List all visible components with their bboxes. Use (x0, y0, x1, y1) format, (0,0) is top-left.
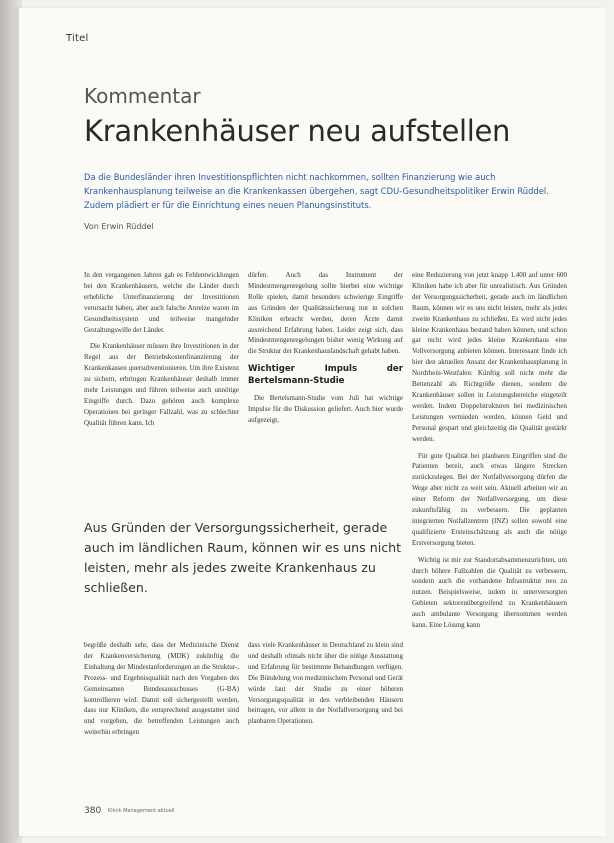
body-column-2 (248, 270, 403, 432)
article-byline: Von Erwin Rüddel (84, 222, 154, 231)
paragraph: In den vergangenen Jahren gab es Fehlentwicklungen bei den Krankenhäusern, welche die Länder durch erhebliche Unterfinanzierung der Investitionen verursacht haben, aber auch falsche Anreize waren im Gesundheitssystem und teilweise mangelnder Gestaltungswille der Länder. (84, 271, 239, 334)
paragraph: begrüße deshalb sehr, dass der Medizinische Dienst der Krankenversicherung (MDK) zukünftig die Einhaltung der Mindestanforderungen an die Struktur-, Prozess- und Ergebnisqualität nach den Vorgaben des Gemeinsamen Bundesausschusses (G-BA) kontrollieren wird. Damit soll sichergestellt werden, dass nur Kliniken, die entsprechend ausgestattet sind und vorgehen, die betreffenden Leistungen auch weiterhin erbringen (84, 641, 239, 737)
paragraph: Die Bertelsmann-Studie vom Juli hat wichtige Impulse für die Diskussion geliefert. Auch hier wurde aufgezeigt, (248, 394, 403, 425)
section-label: Titel (66, 33, 89, 44)
body-column-1 (84, 270, 239, 435)
page-number: 380 (84, 806, 102, 816)
body-column-1-lower (84, 640, 239, 744)
subheading: Wichtiger Impuls der Bertelsmann-Studie (248, 364, 403, 387)
article-kicker: Kommentar (84, 84, 201, 108)
paragraph: Für gute Qualität bei planbaren Eingriffen sind die Patienten bereit, auch etwas längere Strecken zurückzulegen. Bei der Notfallversorgung dürfen die Wege aber nicht zu weit sein. Aktuell arbeiten wir an einer Reform der Notfallversorgung, um diese zukunftsfähig zu verbessern. Die geplanten integrierten Notfallzentren (INZ) sollen sowohl eine qualifizierte Ersteinschätzung als auch die nötige Erstversorgung bieten. (412, 451, 567, 547)
publication-name: Klinik Management aktuell (108, 808, 175, 814)
paragraph: dass viele Krankenhäuser in Deutschland zu klein sind und deshalb oftmals nicht über die nötige Ausstattung und Erfahrung für bestimmte Behandlungen verfügen. Die Bündelung von medizinischem Personal und Gerät würde laut der Studie zu einer höheren Versorgungsqualität in den verbleibenden Häusern beitragen, vor allem in der Notfallversorgung und bei planbaren Operationen. (248, 641, 403, 726)
paragraph: Wichtig ist mir zur Standortabsammenzurichten, um durch höhere Fallzahlen die Qualität zu verbessern, sondern auch die vorhandene Infrastruktur neu zu nutzen. Beispielsweise, indem in unterversorgten Gebieten sektorenübergreifend zu Krankenhäusern auch ambulante Versorgung übernommen werden kann. Eine Lösung kann (412, 555, 567, 630)
paragraph: eine Reduzierung von jetzt knapp 1.400 auf unter 600 Kliniken habe ich aber für unrealistisch. Aus Gründen der Versorgungssicherheit, gerade auch im ländlichen Raum, können wir es uns nicht leisten, mehr als jedes zweite Krankenhaus zu schließen. Es wird nicht jedes kleine Krankenhaus bestand haben können, und schon gar nicht wird jedes kleine Krankenhaus eine Vollversorgung anbieten können. Interessant finde ich hier den aktuellen Ansatz der Krankenhausplanung in Nordrhein-Westfalen: Künftig soll nicht mehr die Bettenzahl als Richtgröße dienen, sondern die Krankenhäuser sollen in Leistungsbereiche eingeteilt werden. Indem Doppelstrukturen bei medizinischen Leistungen vermieden werden, können Geld und Personal gespart und gleichzeitig die Qualität gestärkt werden. (412, 271, 567, 443)
article-headline: Krankenhäuser neu aufstellen (84, 114, 511, 148)
body-column-3 (412, 270, 567, 637)
paragraph: Die Krankenhäuser müssen ihre Investitionen in der Regel aus der Betriebskostenfinanzierung der Krankenkassen quersubventionieren. Um ihre Existenz zu sichern, erbringen Krankenhäuser deshalb immer mehr Leistungen und führen teilweise auch unnötige Eingriffe durch. Dazu gehören auch komplexe Operationen bei geringer Fallzahl, was zu schlechter Qualität führen kann. Ich (84, 342, 239, 427)
article-lead: Da die Bundesländer ihren Investitionspflichten nicht nachkommen, sollten Finanzierung wie auch Krankenhausplanung teilweise an die Krankenkassen übergehen, sagt CDU-Gesundheitspolitiker Erwin Rüddel. Zudem plädiert er für die Einrichtung eines neuen Planungsinstituts. (84, 172, 549, 210)
paragraph: dürfen. Auch das Instrument der Mindestmengenregelung sollte hierbei eine wichtige Rolle spielen, damit besonders schwierige Eingriffe aus Gründen der Qualitätssicherung nur in solchen Kliniken erbracht werden, deren Ärzte damit ausreichend Erfahrung haben. Leider zeigt sich, dass Mindestmengenregelungen bisher wenig Wirkung auf die Struktur der Krankenhauslandschaft gehabt haben. (248, 271, 403, 356)
body-column-2-lower (248, 640, 403, 733)
pull-quote: Aus Gründen der Versorgungssicherheit, gerade auch im ländlichen Raum, können wir es uns nicht leisten, mehr als jedes zweite Krankenhaus zu schließen. (84, 520, 402, 595)
